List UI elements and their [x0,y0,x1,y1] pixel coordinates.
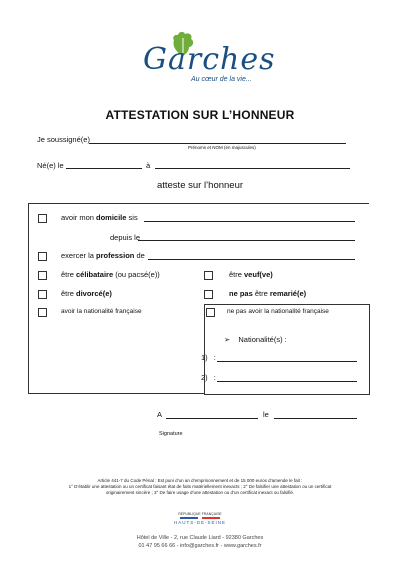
remarie-checkbox[interactable] [204,290,213,299]
domicile-checkbox[interactable] [38,214,47,223]
divorce-checkbox[interactable] [38,290,47,299]
depuis-field[interactable] [138,240,355,241]
legal-line-2: 1° D’établir une attestation ou un certificat faisant état de faits matériellement inexacts ; 2° De falsifier une attestation ou un certificat [68,484,332,489]
remarie-label: ne pas être remarié(e) [229,289,307,298]
flag-stripe [180,517,220,519]
nationalite-2-label: 2) : [201,373,216,382]
logo-tagline: Au cœur de la vie... [191,76,252,83]
place-label: A [157,410,163,419]
signature-label: Signature [159,431,183,437]
nationalite-etrangere-checkbox[interactable] [206,308,215,317]
nationalites-label: Nationalité(s) : [238,335,287,344]
depuis-label: depuis le [110,233,141,242]
departement-badge [174,512,226,525]
soussigne-label: Je soussigné(e) [37,135,90,144]
veuf-label: être veuf(ve) [229,270,273,279]
nationalite-fr-checkbox[interactable] [38,308,47,317]
celibataire-label: être célibataire (ou pacsé(e)) [61,270,160,279]
place-field[interactable] [166,418,258,419]
profession-label: exercer la profession de [61,251,145,260]
republique-label: RÉPUBLIQUE FRANÇAISE [178,512,222,516]
birth-place-label: à [146,161,151,170]
domicile-label: avoir mon domicile sis [61,213,138,222]
soussigne-field[interactable] [89,143,346,144]
legal-notice [0,478,400,496]
ne-label: Né(e) le [37,161,64,170]
departement-label: HAUTS-DE-SEINE [174,520,227,525]
nationalite-fr-label: avoir la nationalité française [61,308,142,315]
arrow-icon: ➢ [224,335,231,344]
logo [143,34,276,84]
celibataire-checkbox[interactable] [38,271,47,280]
footer-contact: 01 47 95 66 66 - info@garches.fr - www.garches.fr [138,543,262,549]
veuf-checkbox[interactable] [204,271,213,280]
profession-field[interactable] [148,259,355,260]
divorce-label: être divorcé(e) [61,289,112,298]
footer-address: Hôtel de Ville - 2, rue Claude Liard - 92380 Garches [136,535,264,541]
domicile-field[interactable] [144,221,355,222]
date-field[interactable] [274,418,357,419]
nationalite-2-field[interactable] [217,381,357,382]
footer [0,534,400,550]
nationalites-line [224,335,287,344]
legal-line-1: Article 441-7 du Code Pénal : Est puni d’un an d’emprisonnement et de 15 000 euros d’amende le fait : [97,478,303,483]
soussigne-hint: Prénoms et NOM (en majuscules) [188,145,256,150]
page-title: ATTESTATION SUR L’HONNEUR [105,108,295,122]
atteste-heading: atteste sur l’honneur [156,180,244,191]
legal-line-3: originairement sincère ; 3° De faire usage d’une attestation ou d’un certificat inexact ou falsifié. [105,490,295,495]
nationalite-1-field[interactable] [217,361,357,362]
logo-wordmark: Garches [143,42,276,77]
nationalite-1-label: 1) : [201,353,216,362]
box-bottom-edge [28,393,204,394]
date-label: le [263,410,269,419]
nationalite-etrangere-label: ne pas avoir la nationalité française [227,308,329,315]
birth-date-field[interactable] [66,168,142,169]
profession-checkbox[interactable] [38,252,47,261]
birth-place-field[interactable] [155,168,350,169]
